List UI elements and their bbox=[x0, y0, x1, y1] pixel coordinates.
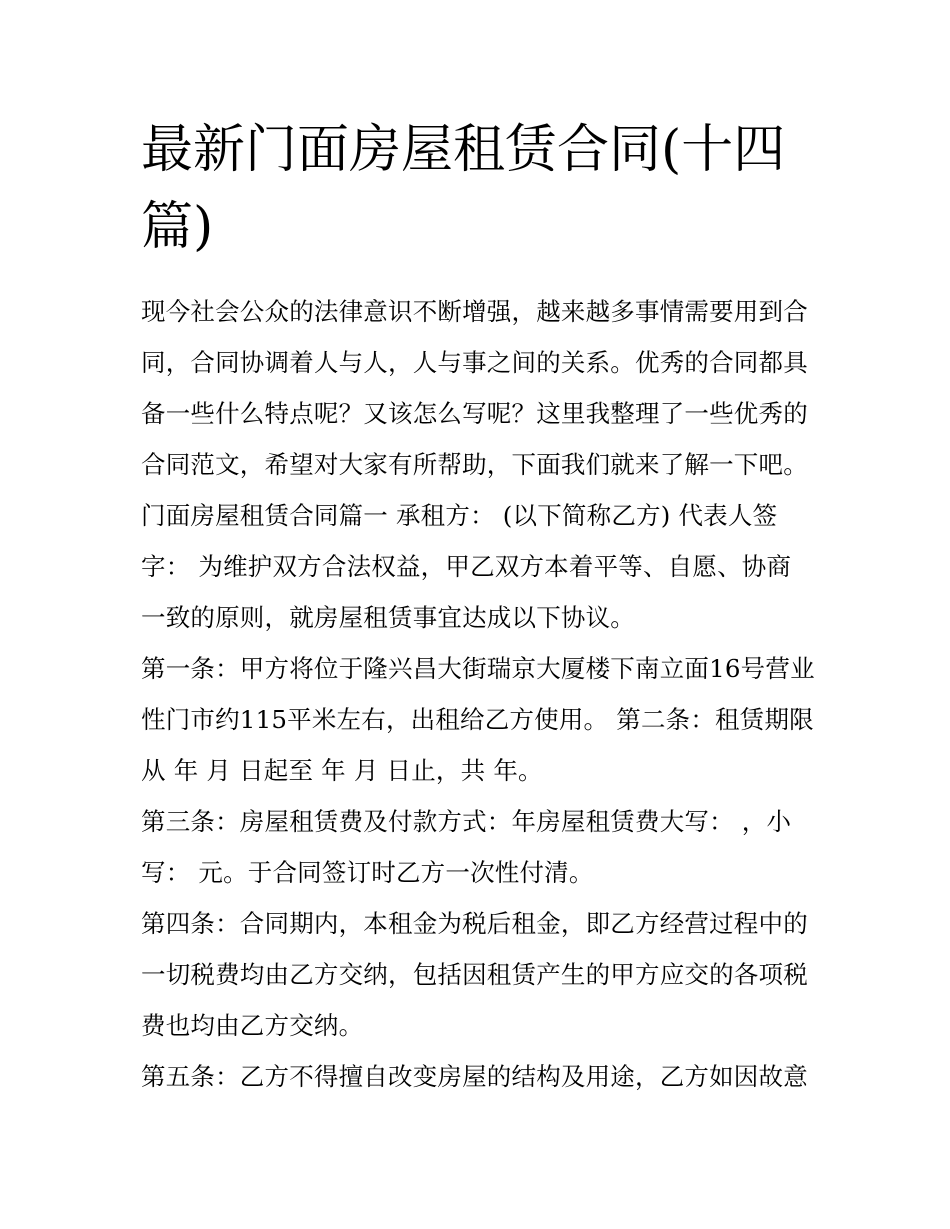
contract-preamble-paragraph: 门面房屋租赁合同篇一 承租方： (以下简称乙方) 代表人签字： 为维护双方合法权益，甲乙双方本着平等、自愿、协商一致的原则，就房屋租赁事宜达成以下协议。 bbox=[141, 501, 792, 632]
document-title: 最新门面房屋租赁合同(十四篇) bbox=[141, 120, 786, 257]
article-5-paragraph: 第五条：乙方不得擅自改变房屋的结构及用途，乙方如因故意 bbox=[141, 1062, 808, 1091]
intro-paragraph: 现今社会公众的法律意识不断增强，越来越多事情需要用到合同，合同协调着人与人，人与事之间的关系。优秀的合同都具备一些什么特点呢？又该怎么写呢？这里我整理了一些优秀的合同范文，希望对大家有所帮助，下面我们就来了解一下吧。 bbox=[141, 297, 808, 479]
document-page bbox=[141, 112, 815, 1102]
article-3-paragraph: 第三条：房屋租赁费及付款方式：年房屋租赁费大写： ，小写： 元。于合同签订时乙方一次性付清。 bbox=[141, 807, 792, 887]
article-4-paragraph: 第四条：合同期内，本租金为税后租金，即乙方经营过程中的一切税费均由乙方交纳，包括因租赁产生的甲方应交的各项税费也均由乙方交纳。 bbox=[141, 909, 808, 1040]
article-1-paragraph: 第一条：甲方将位于隆兴昌大街瑞京大厦楼下南立面16号营业性门市约115平米左右，出租给乙方使用。 第二条：租赁期限从 年 月 日起至 年 月 日止，共 年。 bbox=[141, 654, 815, 785]
